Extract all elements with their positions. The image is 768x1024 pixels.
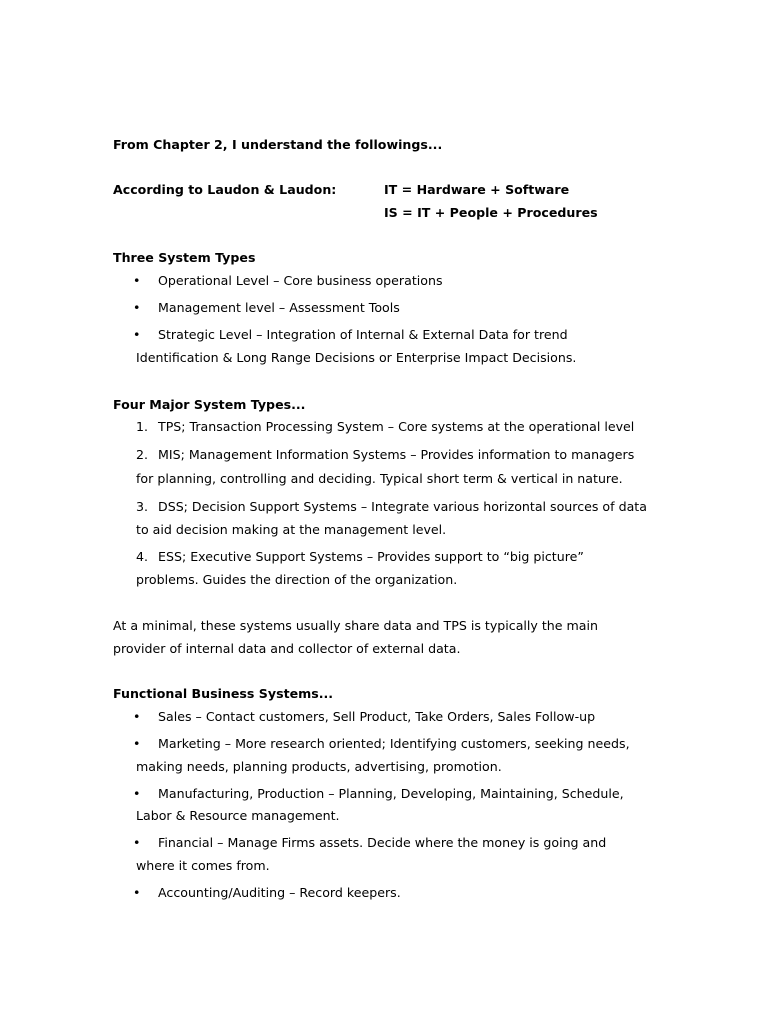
list-item-text: Operational Level – Core business operations [158,273,443,288]
list-item-text: Strategic Level – Integration of Internal & External Data for trend [158,327,568,342]
list-item-text-continued: making needs, planning products, advertising, promotion. [136,759,502,774]
bullet-marker: • [133,885,141,900]
is-equation: IS = IT + People + Procedures [384,205,598,220]
list-item-text-continued: to aid decision making at the management level. [136,522,447,537]
list-item-text: MIS; Management Information Systems – Provides information to managers [158,447,635,462]
list-number: 4. [136,549,149,564]
list-item-text: TPS; Transaction Processing System – Core systems at the operational level [158,419,635,434]
bullet-marker: • [133,835,141,850]
list-item-text-continued: where it comes from. [136,858,270,873]
list-item-text: ESS; Executive Support Systems – Provides support to “big picture” [158,549,584,564]
bullet-marker: • [133,327,141,342]
list-number: 3. [136,499,149,514]
list-item-text: Sales – Contact customers, Sell Product, Take Orders, Sales Follow-up [158,709,596,724]
paragraph-line: At a minimal, these systems usually share data and TPS is typically the main [113,618,599,633]
bullet-marker: • [133,736,141,751]
list-number: 2. [136,447,149,462]
list-item-text-continued: Labor & Resource management. [136,808,340,823]
document-heading: From Chapter 2, I understand the followings... [113,137,443,152]
list-item-text: Management level – Assessment Tools [158,300,400,315]
list-item-text: Manufacturing, Production – Planning, Developing, Maintaining, Schedule, [158,786,624,801]
four-types-title: Four Major System Types... [113,397,306,412]
functional-title: Functional Business Systems... [113,686,334,701]
three-types-title: Three System Types [113,250,256,265]
list-item-text: Accounting/Auditing – Record keepers. [158,885,401,900]
list-item-text-continued: problems. Guides the direction of the organization. [136,572,458,587]
bullet-marker: • [133,273,141,288]
list-item-text-continued: for planning, controlling and deciding. Typical short term & vertical in nature. [136,471,623,486]
bullet-marker: • [133,709,141,724]
laudon-label: According to Laudon & Laudon: [113,182,337,197]
it-equation: IT = Hardware + Software [384,182,570,197]
bullet-marker: • [133,300,141,315]
list-item-text-continued: Identification & Long Range Decisions or Enterprise Impact Decisions. [136,350,577,365]
list-item-text: DSS; Decision Support Systems – Integrate various horizontal sources of data [158,499,647,514]
bullet-marker: • [133,786,141,801]
list-number: 1. [136,419,149,434]
list-item-text: Marketing – More research oriented; Identifying customers, seeking needs, [158,736,630,751]
paragraph-line: provider of internal data and collector of external data. [113,641,461,656]
list-item-text: Financial – Manage Firms assets. Decide where the money is going and [158,835,607,850]
